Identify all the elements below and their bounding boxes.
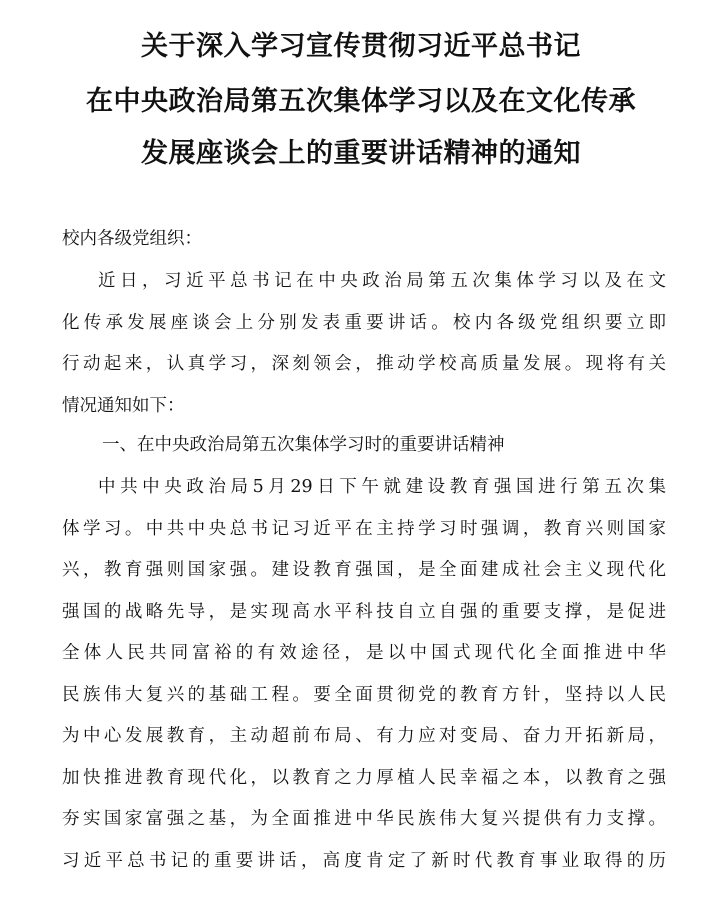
- section-heading: 一、在中央政治局第五次集体学习时的重要讲话精神: [102, 435, 505, 455]
- section-line: 民族伟大复兴的基础工程。要全面贯彻党的教育方针，坚持以人民: [62, 684, 666, 705]
- section-paragraph: [62, 474, 666, 889]
- section-line: 习近平总书记的重要讲话，高度肯定了新时代教育事业取得的历: [62, 850, 666, 871]
- section-line: 为中心发展教育，主动超前布局、有力应对变局、奋力开拓新局，: [62, 726, 666, 746]
- intro-line: 化传承发展座谈会上分别发表重要讲话。校内各级党组织要立即: [62, 312, 666, 333]
- section-line: 加快推进教育现代化，以教育之力厚植人民幸福之本，以教育之强: [62, 767, 666, 788]
- document-title-line-2: 在中央政治局第五次集体学习以及在文化传承: [86, 86, 636, 117]
- document-title-line-3: 发展座谈会上的重要讲话精神的通知: [141, 138, 581, 169]
- section-line: 全体人民共同富裕的有效途径，是以中国式现代化全面推进中华: [62, 643, 666, 663]
- intro-paragraph: [62, 268, 666, 434]
- intro-line: 近日，习近平总书记在中央政治局第五次集体学习以及在文: [98, 271, 666, 291]
- salutation: 校内各级党组织：: [62, 229, 202, 249]
- document-title-line-1: 关于深入学习宣传贯彻习近平总书记: [141, 31, 581, 62]
- section-line: 夯实国家富强之基，为全面推进中华民族伟大复兴提供有力支撑。: [62, 809, 666, 829]
- section-line: 强国的战略先导，是实现高水平科技自立自强的重要支撑，是促进: [62, 601, 666, 622]
- intro-line: 情况通知如下：: [62, 395, 185, 416]
- section-line: 体学习。中共中央总书记习近平在主持学习时强调，教育兴则国家: [62, 518, 666, 539]
- section-line: 中共中央政治局5月29日下午就建设教育强国进行第五次集: [98, 477, 666, 497]
- section-line: 兴，教育强则国家强。建设教育强国，是全面建成社会主义现代化: [62, 560, 666, 580]
- intro-line: 行动起来，认真学习，深刻领会，推动学校高质量发展。现将有关: [62, 354, 666, 374]
